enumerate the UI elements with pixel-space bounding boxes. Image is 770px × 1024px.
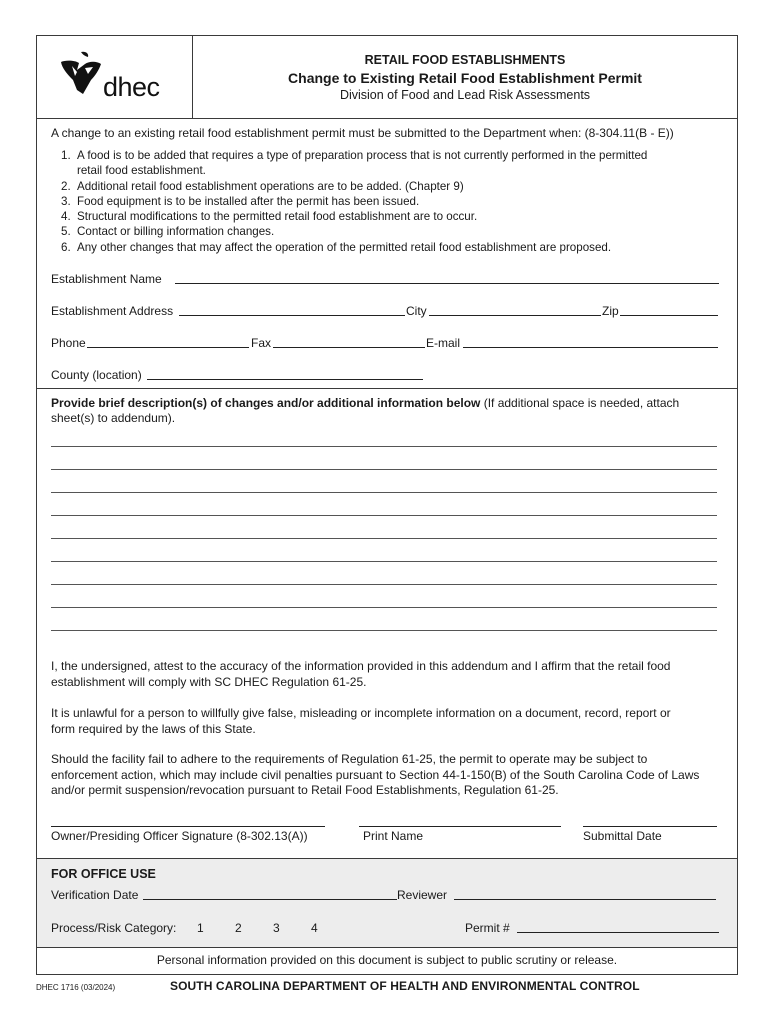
permit-number-field[interactable] <box>517 932 719 933</box>
submittal-date-label: Submittal Date <box>583 829 662 843</box>
description-line[interactable] <box>51 607 717 608</box>
description-line[interactable] <box>51 561 717 562</box>
description-instructions: Provide brief description(s) of changes and/or additional information below (If additional space is needed, attach sheet(s) to addendum). <box>51 396 680 425</box>
list-item: 1. A food is to be added that requires a type of preparation process that is not currently performed in the permitted retail food establishment. <box>61 149 648 178</box>
risk-category-2[interactable]: 2 <box>235 921 242 935</box>
phone-label: Phone <box>51 336 86 350</box>
description-line[interactable] <box>51 515 717 516</box>
description-line[interactable] <box>51 584 717 585</box>
description-line[interactable] <box>51 446 717 447</box>
verification-date-field[interactable] <box>143 899 397 900</box>
list-item: 6. Any other changes that may affect the operation of the permitted retail food establishment are proposed. <box>61 240 612 254</box>
email-field[interactable] <box>463 347 718 348</box>
county-field[interactable] <box>147 379 423 380</box>
reviewer-field[interactable] <box>454 899 716 900</box>
establishment-address-label: Establishment Address <box>51 304 174 318</box>
establishment-name-field[interactable] <box>175 283 719 284</box>
city-label: City <box>406 304 427 318</box>
permit-number-label: Permit # <box>465 921 510 935</box>
enforcement-paragraph: Should the facility fail to adhere to the requirements of Regulation 61-25, the permit to operate may be subject to enforcement action, which may include civil penalties pursuant to Section 44-1-150(B) of the South Carolina Code of Laws and/or permit suspension/revocation pursuant to Retail Food Establishments, Regulation 61-25. <box>51 752 700 797</box>
signature-field[interactable] <box>51 826 325 827</box>
list-item: 2. Additional retail food establishment operations are to be added. (Chapter 9) <box>61 179 464 193</box>
county-row <box>51 366 721 382</box>
dhec-logo-icon <box>55 50 105 98</box>
section-divider <box>37 388 737 389</box>
print-name-label: Print Name <box>363 829 424 843</box>
form-header <box>37 36 737 119</box>
office-use-section <box>37 858 737 948</box>
office-use-title: FOR OFFICE USE <box>51 867 156 881</box>
establishment-name-label: Establishment Name <box>51 272 162 286</box>
logo-cell <box>37 36 193 118</box>
risk-category-1[interactable]: 1 <box>197 921 204 935</box>
print-name-field[interactable] <box>359 826 561 827</box>
phone-field[interactable] <box>87 347 249 348</box>
establishment-name-row <box>51 270 721 286</box>
form-division: Division of Food and Lead Risk Assessments <box>339 88 591 102</box>
email-label: E-mail <box>426 336 461 350</box>
contact-row <box>51 334 721 350</box>
address-row <box>51 302 721 318</box>
description-line[interactable] <box>51 469 717 470</box>
list-item: 4. Structural modifications to the permitted retail food establishment are to occur. <box>61 210 478 224</box>
risk-category-4[interactable]: 4 <box>311 921 318 935</box>
logo-text: dhec <box>103 72 160 102</box>
verification-row <box>51 886 721 902</box>
list-item: 3. Food equipment is to be installed after the permit has been issued. <box>61 194 420 208</box>
reviewer-label: Reviewer <box>397 888 448 902</box>
zip-field[interactable] <box>620 315 718 316</box>
fax-label: Fax <box>251 336 272 350</box>
city-field[interactable] <box>429 315 601 316</box>
process-risk-row <box>51 919 721 935</box>
establishment-address-field[interactable] <box>179 315 405 316</box>
unlawful-paragraph: It is unlawful for a person to willfully give false, misleading or incomplete information on a document, record, report or form required by the laws of this State. <box>51 706 671 736</box>
intro-text: A change to an existing retail food establishment permit must be submitted to the Department when: (8-304.11(B - E)) <box>51 126 674 140</box>
description-line[interactable] <box>51 630 717 631</box>
form-category: RETAIL FOOD ESTABLISHMENTS <box>364 53 566 67</box>
form-number: DHEC 1716 (03/2024) <box>36 983 116 992</box>
description-line[interactable] <box>51 492 717 493</box>
zip-label: Zip <box>602 304 619 318</box>
title-cell <box>193 36 737 118</box>
form-title: Change to Existing Retail Food Establishment Permit <box>288 70 642 86</box>
county-label: County (location) <box>51 368 142 382</box>
submittal-date-field[interactable] <box>583 826 717 827</box>
privacy-notice: Personal information provided on this document is subject to public scrutiny or release. <box>156 953 618 967</box>
form-container <box>36 35 738 975</box>
verification-date-label: Verification Date <box>51 888 139 902</box>
conditions-list <box>61 148 721 255</box>
description-line[interactable] <box>51 538 717 539</box>
signature-label: Owner/Presiding Officer Signature (8-302.13(A)) <box>51 829 308 843</box>
list-item: 5. Contact or billing information changes. <box>61 225 275 239</box>
risk-category-3[interactable]: 3 <box>273 921 280 935</box>
fax-field[interactable] <box>273 347 425 348</box>
process-risk-label: Process/Risk Category: <box>51 921 177 935</box>
department-name: SOUTH CAROLINA DEPARTMENT OF HEALTH AND ENVIRONMENTAL CONTROL <box>170 979 640 993</box>
attestation-paragraph: I, the undersigned, attest to the accuracy of the information provided in this addendum and I affirm that the retail food establishment will comply with SC DHEC Regulation 61-25. <box>51 659 671 689</box>
